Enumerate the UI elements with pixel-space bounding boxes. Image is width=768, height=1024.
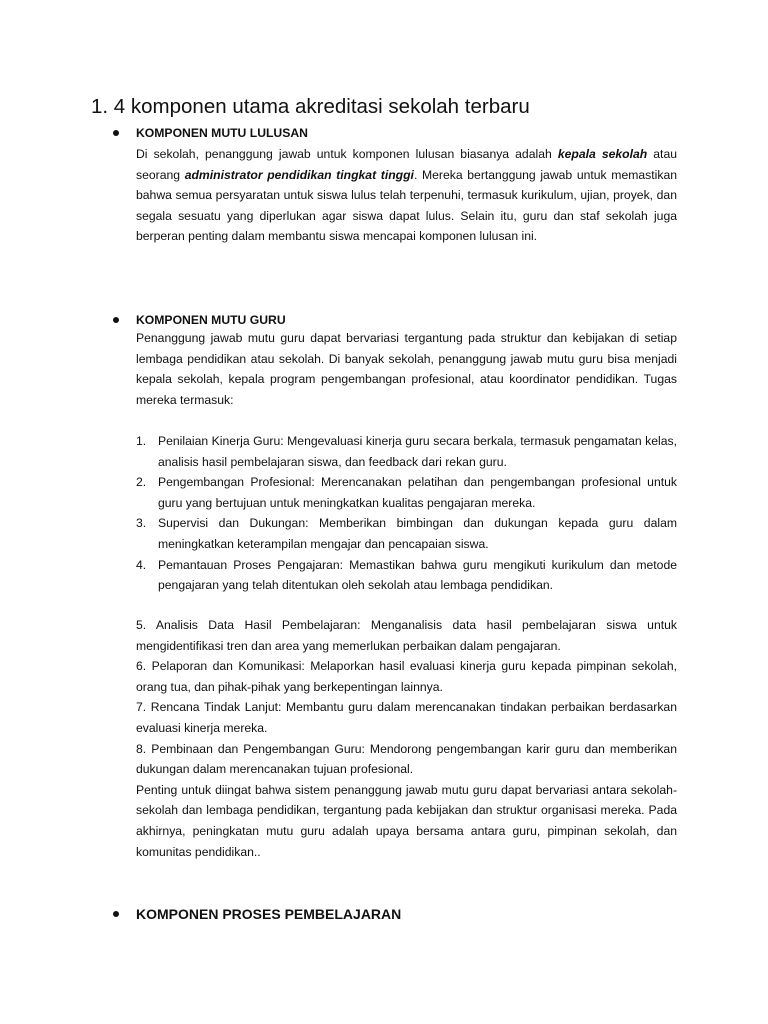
list-item: 3. Supervisi dan Dukungan: Memberikan bimbingan dan dukungan kepada guru dalam meningkatkan keterampilan mengajar dan pencapaian siswa.	[136, 516, 677, 551]
closing-paragraph: Penting untuk diingat bahwa sistem penanggung jawab mutu guru dapat bervariasi antara sekolah-sekolah dan lembaga pendidikan, tergantung pada kebijakan dan struktur organisasi mereka. Pada akhirnya, peningkatan mutu guru adalah upaya bersama antara guru, pimpinan sekolah, dan komunitas pendidikan..	[136, 782, 677, 859]
section-intro-mutu-guru: Penanggung jawab mutu guru dapat bervariasi tergantung pada struktur dan kebijakan di setiap lembaga pendidikan atau sekolah. Di banyak sekolah, penanggung jawab mutu guru bisa menjadi kepala sekolah, kepala program pengembangan profesional, atau koordinator pendidikan. Tugas mereka termasuk:	[136, 331, 677, 407]
bullet-icon	[113, 911, 119, 917]
list-item: 6. Pelaporan dan Komunikasi: Melaporkan hasil evaluasi kinerja guru kepada pimpinan sekolah, orang tua, dan pihak-pihak yang berkepentingan lainnya.	[136, 659, 677, 694]
document-title: 1. 4 komponen utama akreditasi sekolah terbaru	[91, 95, 530, 118]
list-item: 8. Pembinaan dan Pengembangan Guru: Mendorong pengembangan karir guru dan memberikan dukungan dalam merencanakan tujuan profesional.	[136, 741, 677, 777]
bullet-icon	[113, 317, 119, 323]
list-item: 7. Rencana Tindak Lanjut: Membantu guru dalam merencanakan tindakan perbaikan berdasarkan evaluasi kinerja mereka.	[136, 700, 677, 735]
bullet-icon	[113, 130, 119, 136]
list-item: 2. Pengembangan Profesional: Merencanakan pelatihan dan pengembangan profesional untuk guru yang bertujuan untuk meningkatkan kualitas pengajaran mereka.	[136, 475, 677, 510]
plain-list	[136, 615, 677, 862]
section-heading-proses-pembelajaran: KOMPONEN PROSES PEMBELAJARAN	[136, 906, 402, 922]
section-heading-mutu-guru: KOMPONEN MUTU GURU	[136, 313, 286, 327]
section-paragraph-mutu-lulusan: Di sekolah, penanggung jawab untuk komponen lulusan biasanya adalah kepala sekolah atau seorang administrator pendidikan tingkat tinggi. Mereka bertanggung jawab untuk memastikan bahwa semua persyaratan untuk siswa lulus telah terpenuhi, termasuk kurikulum, ujian, proyek, dan segala sesuatu yang diperlukan agar siswa dapat lulus. Selain itu, guru dan staf sekolah juga berperan penting dalam membantu siswa mencapai komponen lulusan ini.	[136, 147, 677, 244]
section-heading-mutu-lulusan: KOMPONEN MUTU LULUSAN	[136, 126, 308, 140]
list-item: 5. Analisis Data Hasil Pembelajaran: Menganalisis data hasil pembelajaran siswa untuk mengidentifikasi tren dan area yang memerlukan perbaikan dalam pengajaran.	[136, 618, 677, 653]
numbered-list	[136, 431, 677, 596]
list-item: 1. Penilaian Kinerja Guru: Mengevaluasi kinerja guru secara berkala, termasuk pengamatan kelas, analisis hasil pembelajaran siswa, dan feedback dari rekan guru.	[136, 434, 677, 469]
list-item: 4. Pemantauan Proses Pengajaran: Memastikan bahwa guru mengikuti kurikulum dan metode pengajaran yang telah ditentukan oleh sekolah atau lembaga pendidikan.	[136, 557, 677, 593]
